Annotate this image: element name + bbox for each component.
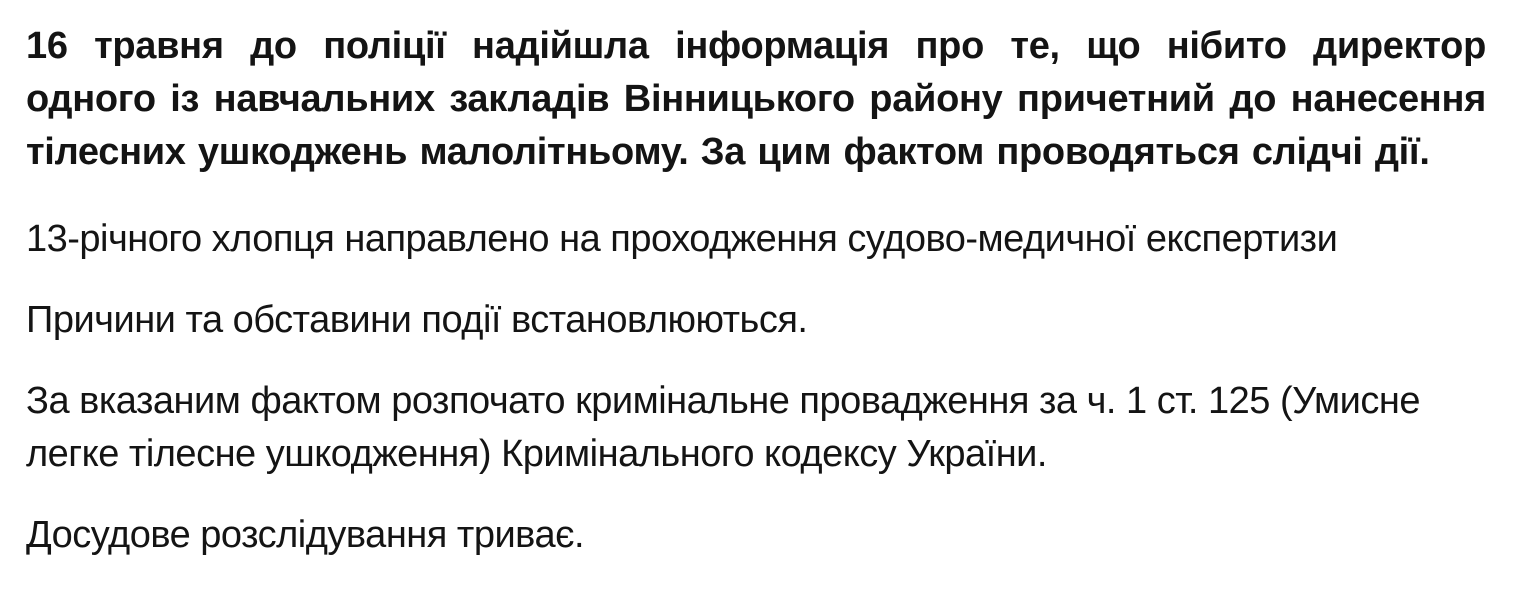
paragraph-criminal-proceedings: За вказаним фактом розпочато кримінальне провадження за ч. 1 ст. 125 (Умисне легке тілесне ушкодження) Кримінального кодексу України. (26, 380, 1421, 475)
lead-paragraph: 16 травня до поліції надійшла інформація про те, що нібито директор одного із навчальних закладів Вінницького району причетний до нанесення тілесних ушкоджень малолітньому. За цим фактом проводяться слідчі дії. (26, 25, 1486, 173)
paragraph-circumstances: Причини та обставини події встановлюються. (26, 299, 808, 341)
paragraph-investigation-ongoing: Досудове розслідування триває. (26, 514, 585, 556)
paragraph-forensic-examination: 13-річного хлопця направлено на проходження судово-медичної експертизи (26, 218, 1338, 260)
